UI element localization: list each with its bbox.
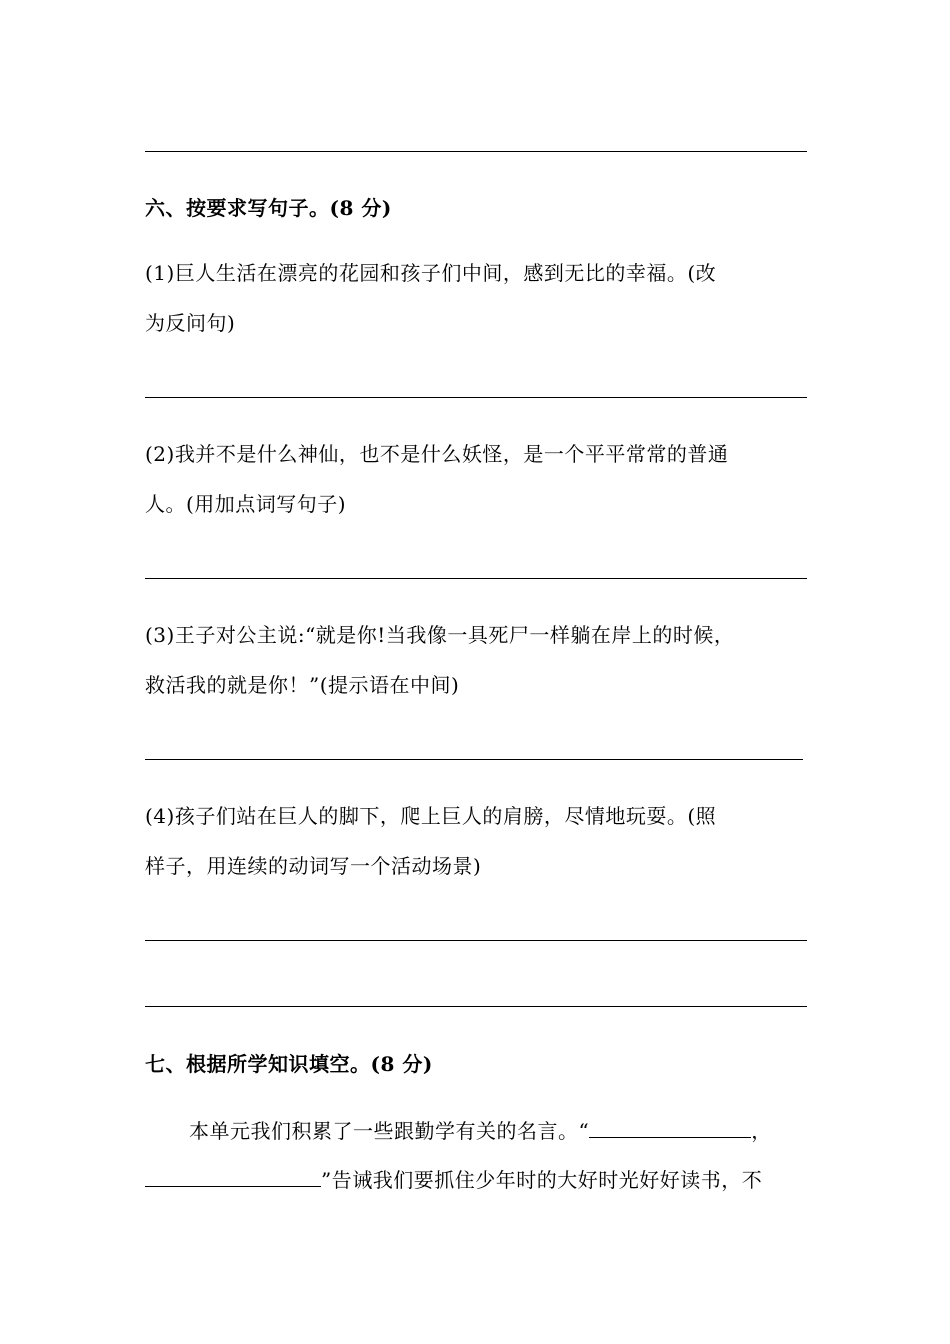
paragraph-text-2: ”告诫我们要抓住少年时的大好时光好好读书，不 xyxy=(321,1168,763,1192)
answer-line-q4-a[interactable] xyxy=(145,940,807,941)
question-4-line-2: 样子，用连续的动词写一个活动场景) xyxy=(145,854,482,878)
question-4-line-1: (4)孩子们站在巨人的脚下，爬上巨人的肩膀，尽情地玩耍。(照 xyxy=(145,804,717,828)
section-7-paragraph-line-2 xyxy=(145,1166,762,1194)
answer-line-q3[interactable] xyxy=(145,759,803,760)
fill-blank-1[interactable] xyxy=(589,1119,751,1138)
section-7-title: 七、根据所学知识填空。(8 分) xyxy=(145,1052,433,1076)
fill-blank-2[interactable] xyxy=(145,1168,321,1187)
answer-line-top xyxy=(145,151,807,152)
paragraph-text-1: 本单元我们积累了一些跟勤学有关的名言。“ xyxy=(189,1119,590,1143)
question-1-line-2: 为反问句) xyxy=(145,311,236,335)
answer-line-q2[interactable] xyxy=(145,578,807,579)
section-6-title: 六、按要求写句子。(8 分) xyxy=(145,196,392,220)
question-2-line-1: (2)我并不是什么神仙，也不是什么妖怪，是一个平平常常的普通 xyxy=(145,442,729,466)
answer-line-q4-b[interactable] xyxy=(145,1006,807,1007)
question-3-line-2: 救活我的就是你！”(提示语在中间) xyxy=(145,673,460,697)
section-7-paragraph-line-1 xyxy=(189,1117,772,1145)
question-1-line-1: (1)巨人生活在漂亮的花园和孩子们中间，感到无比的幸福。(改 xyxy=(145,261,717,285)
question-2-line-2: 人。(用加点词写句子) xyxy=(145,492,347,516)
answer-line-q1[interactable] xyxy=(145,397,807,398)
paragraph-comma: ， xyxy=(751,1119,772,1143)
question-3-line-1: (3)王子对公主说:“就是你!当我像一具死尸一样躺在岸上的时候， xyxy=(145,623,735,647)
